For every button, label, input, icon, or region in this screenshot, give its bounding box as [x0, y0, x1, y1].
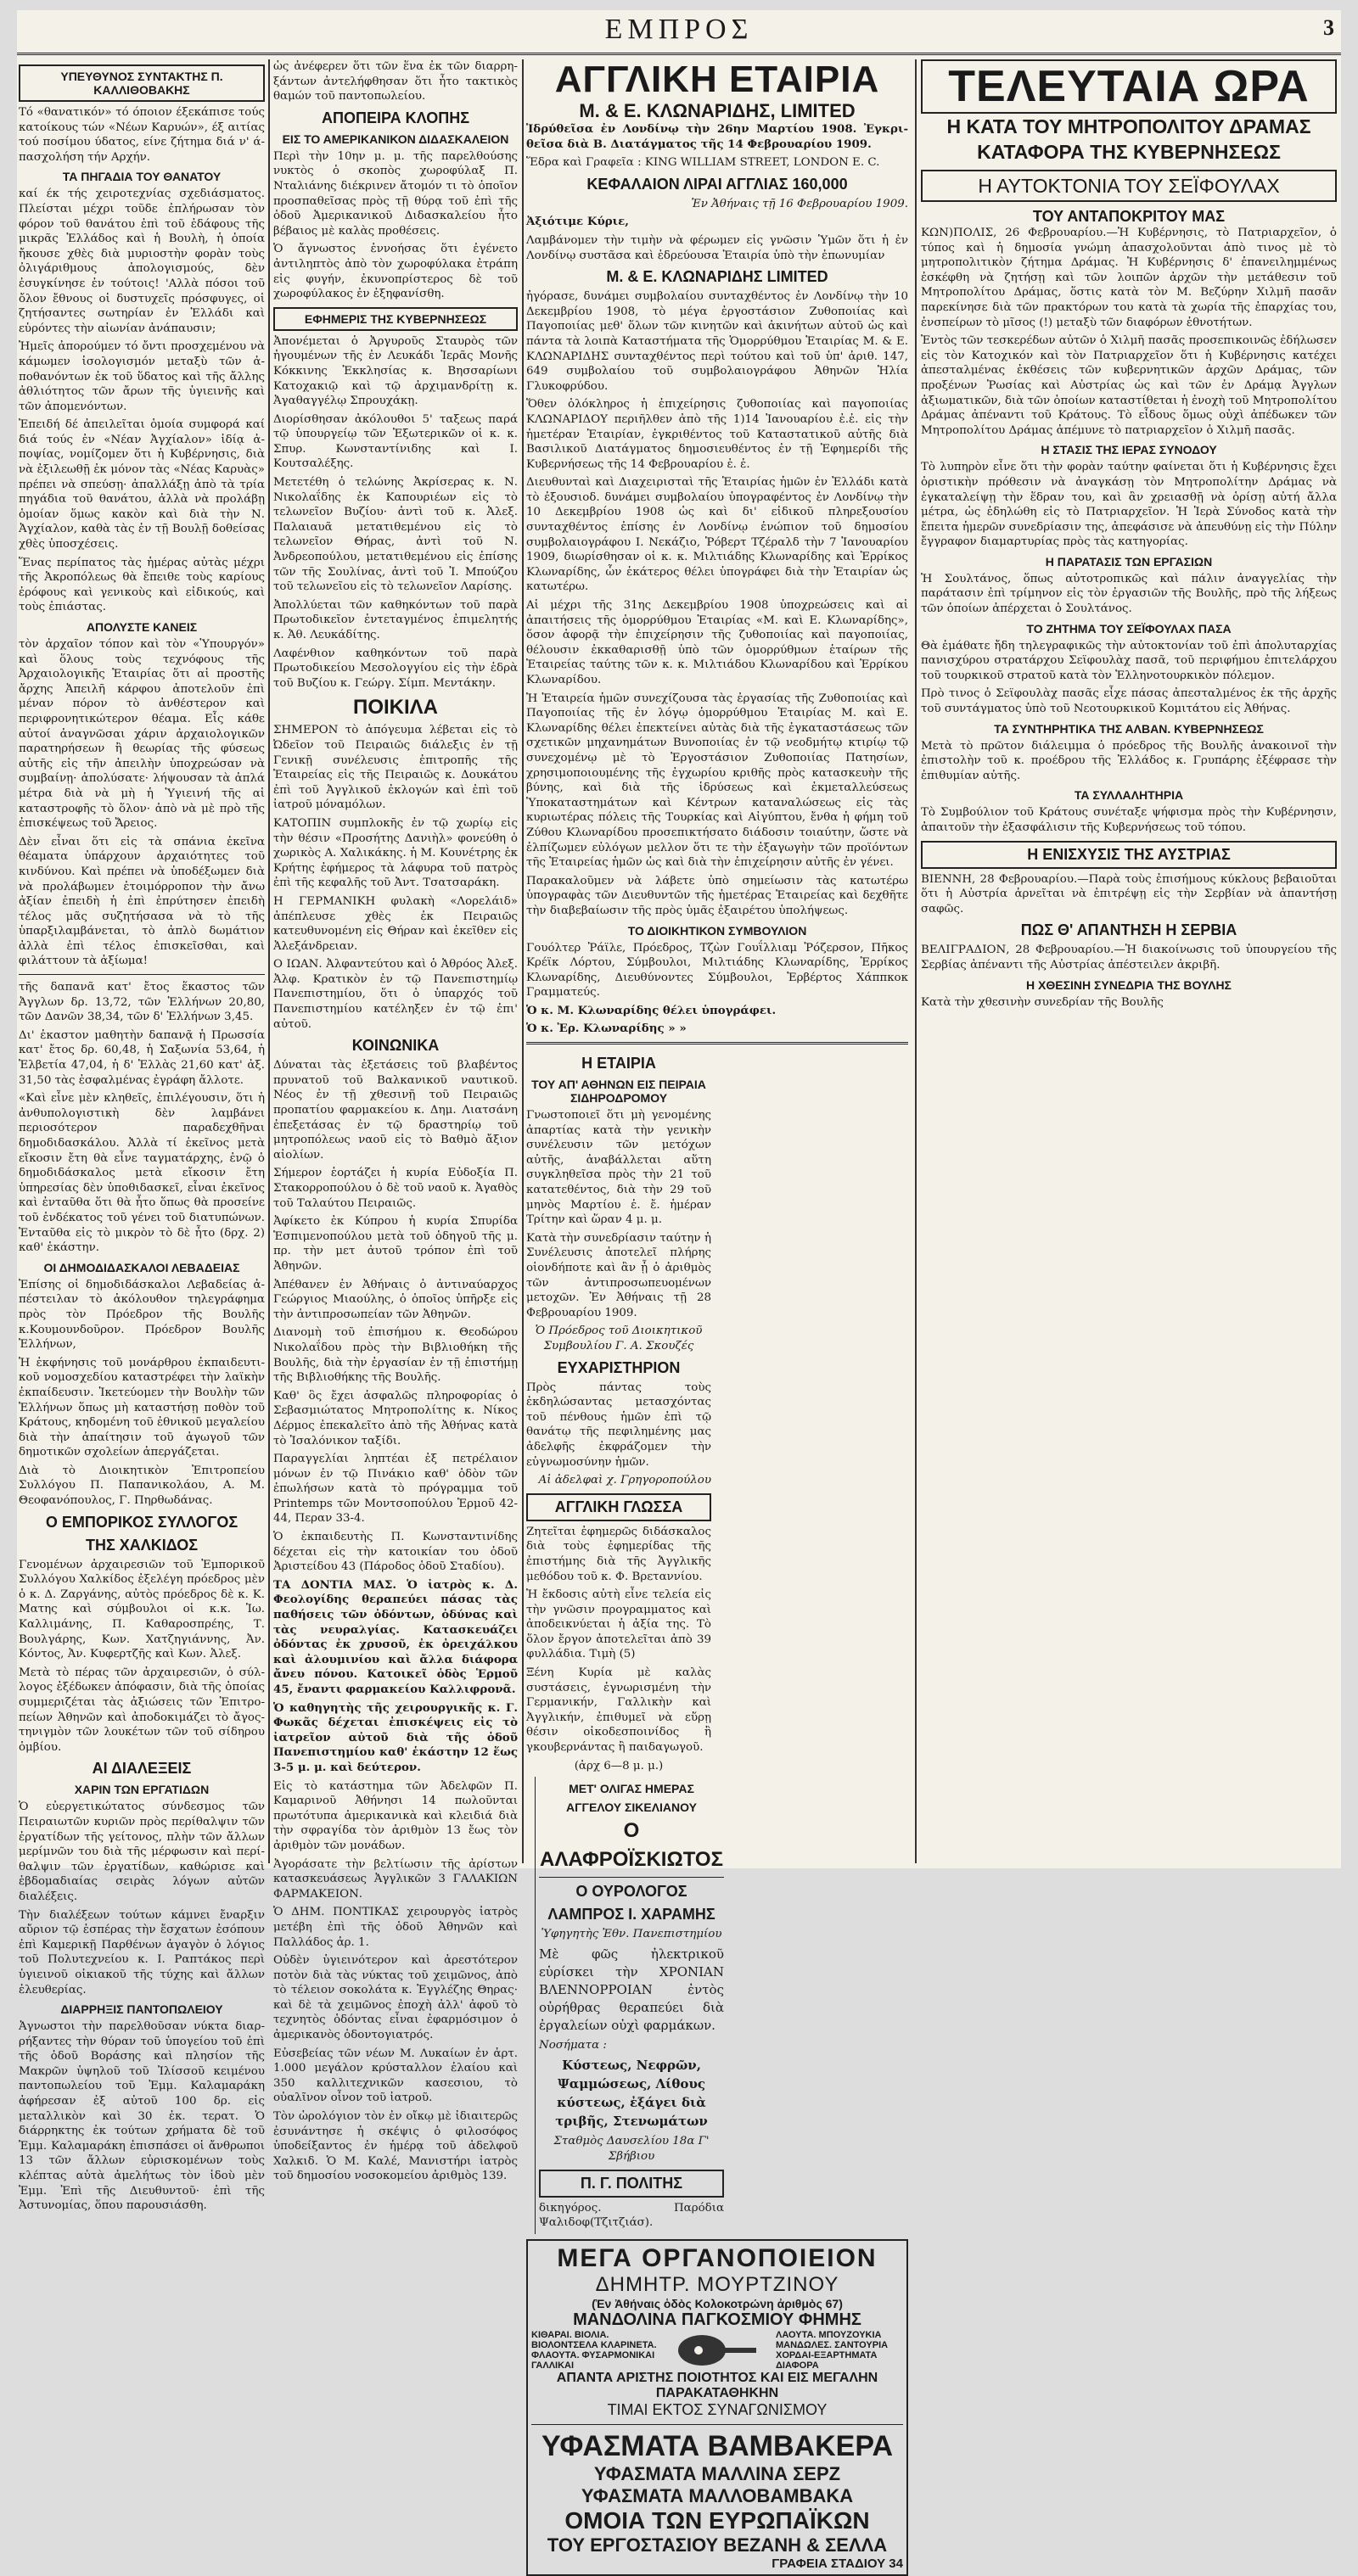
article-paragraph: Περὶ τὴν 10ην μ. μ. τῆς παρελθούσης νυκτὸς ὁ σκοπὸς χωροφύλαξ Π. Νταλιάνης διέκρινεν ἄτομόν τι τὸ ὁποῖον προσπαθεῖσας πρὸς τῇ θύρᾳ τοῦ ἐπὶ τῆς ὁδοῦ Ἀμερικανικοῦ Διδασκαλείου ἦτο βέβαιος μὲ καλὰς προθέσεις.: [273, 149, 518, 238]
music-shop-advertisement: [526, 2239, 908, 2576]
doctor-name: ΛΑΜΠΡΟΣ Ι. ΧΑΡΑΜΗΣ: [547, 1906, 715, 1924]
article-paragraph: Ὁ καθηγητὴς τῆς χειρουργικῆς κ. Γ. Φωκᾶς δέχεται ἐπισκέψεις εἰς τὸ ἰατρεῖον αὐτοῦ διὰ τῆς ὁδοῦ Πανεπιστημίου καθ' ἑκάστην 12 ἕως 3-5 μ. μ. καὶ δεύτερον.: [273, 1700, 518, 1774]
fabric-ad-title: ΥΦΑΣΜΑΤΑ ΒΑΜΒΑΚΕΡΑ: [541, 2429, 894, 2462]
article-paragraph: Πρὸς πάντας τοὺς ἐκδηλώσαντας μετασχόντας τοῦ πένθους ἡμῶν ἐπὶ τῷ θανάτῳ τῆς πεφιλημένης μας ἀδελφῆς ἐκφράζομεν τὴν εὐγνωμοσύνην ἡμῶν.: [526, 1380, 711, 1469]
section-heading: ΤΑ ΠΗΓΑΔΙΑ ΤΟΥ ΘΑΝΑΤΟΥ: [62, 170, 222, 184]
section-heading: ΕΦΗΜΕΡΙΣ ΤΗΣ ΚΥΒΕΡΝΗΣΕΩΣ: [273, 307, 518, 331]
ad-products-row: [531, 2330, 903, 2371]
section-heading: ΚΕΦΑΛΑΙΟΝ ΛΙΡΑΙ ΑΓΓΛΙΑΣ 160,000: [586, 175, 848, 193]
signature-line: Ὁ κ. Μ. Κλωναρίδης θέλει ὑπογράφει.: [526, 1003, 777, 1017]
article-paragraph: Ἐν Ἀθήναις τῇ 16 Φεβρουαρίου 1909.: [691, 197, 908, 210]
article-paragraph: Μὲ φῶς ἠλεκτρικοῦ εὑρίσκει τὴν ΧΡΟΝΙΑΝ ΒΛΕΝΝΟΡΡΟΙΑΝ ἐντὸς οὐρήθρας θεραπεύει διὰ ἐργαλείων οὐχὶ φαρμάκων.: [539, 1946, 724, 2033]
fabric-ad-line: ΟΜΟΙΑ ΤΩΝ ΕΥΡΩΠΑΪΚΩΝ: [564, 2506, 870, 2534]
article-paragraph: Τὸν ὡρολόγιον τὸν ἐν οἴκῳ μὲ ἰδιαιτερῶς ἐσυνάντησε ἡ σκέψις ὁ φιλοσόφος ὑποδείξαντος ἐν ἡμέρᾳ τοῦ ἀδελφοῦ Χαλκιδ. Ὁ Μ. Καλέ, Μανιστήρι ἰατρὸς τοῦ δημοσίου νοσοκομείου ἀριθμὸς 139.: [273, 2110, 518, 2183]
article-paragraph: Ἡμεῖς ἀπορούμεν τό ὄντι προσχεμένου νὰ κάμωμεν ἰσολογισμόν μεταξὺ τῶν ἀποθανόντων ἐκ τοῦ ὕδατος καὶ τῆς ἄλλης ἀθλιότητος τῶν ἄρων τῆς ὑγιεινῆς καὶ τῶν ἀπομενόντων.: [19, 340, 265, 413]
headline: Η ΚΑΤΑ ΤΟΥ ΜΗΤΡΟΠΟΛΙΤΟΥ ΔΡΑΜΑΣ: [946, 115, 1311, 137]
article-paragraph: Τὴν διαλέξεων τούτων κάμνει ἔναρξιν αὔριον τῷ ἑσπέρας τὴν ἔσχατων ἐσόπουν ἐπὶ Καμερικῇ Παρθένων ἀγαγὸν ὁ λόγιος τοῦ Πολυτεχνείου κ. Ι. Ραπτάκος περὶ ὑγιεινοῦ οἰκιακοῦ τῆς τύχης καὶ ἄλλων ἐλευθερίας.: [19, 1908, 265, 1996]
article-paragraph: Ἐντὸς τῶν τεσκερέδων αὐτῶν ὁ Χιλμῆ πασᾶς προσεπικοινῶς ἐδήλωσεν εἰς τὸν Κατοχικόν καὶ τὸν Πατριαρχεῖον ὅτι ἡ Κυβέρνησις κατέχει ἀπεσταλμένας ἐκθέσεις τῶν κυβερνητικῶν ἀρχῶν Δράμας, τῶν προξένων Ῥωσίας καὶ Αὐστρίας ὡς καὶ τῶν ἐν Δράμᾳ Ἀγγλων ἀξιωματικῶν, διὰ τῶν ὁποίων καταστίθεται ἡ ἐνοχὴ τοῦ Μητροπολίτου Δράμας ἀπέναντι τοῦ Κράτους. Τὸ εἶδους ὅμως οὐχὶ ἀπέδωκεν τῶν Μητροπολίτου Δράμας ἀπέμυνε τὸ πατριαρχεῖον ὁ Χιλμῆ πασᾶς.: [921, 334, 1337, 437]
article-paragraph: Ἡ Σουλτάνος, ὅπως αὐτοτροπικῶς καὶ πάλιν ἀναγγελίας τὴν παράτασιν ἐπὶ τρίμηνον εἰς τὸν ἐργασιῶν τῆς Βουλῆς, πρὸ τῆς λήξεως τῶν ὁποίων ἀπέρχεται ὁ Σουλτάνος.: [921, 572, 1337, 616]
newspaper-title: ΕΜΠΡΟΣ: [604, 14, 754, 45]
ad-title: ΜΕΓΑ ΟΡΓΑΝΟΠΟΙΕΙΟΝ: [557, 2243, 878, 2272]
fabric-ad-factory: ΤΟΥ ΕΡΓΟΣΤΑΣΙΟΥ ΒΕΖΑΝΗ & ΣΕΛΛΑ: [547, 2534, 888, 2556]
column-2: [273, 59, 518, 2183]
column-3: [526, 59, 908, 2571]
section-heading: ΑΓΓΛΙΚΗ ΓΛΩΣΣΑ: [526, 1493, 711, 1521]
article-paragraph: Κατὰ τὴν χθεσινὴν συνεδρίαν τῆς Βουλῆς: [921, 995, 1164, 1009]
article-paragraph: Ο ΙΩΑΝ. Ἀλφαντεύτου καὶ ὁ Ἀθρόος Ἀλεξ. Ἀλφ. Κρατικὸν ἐν τῷ Πανεπιστημίῳ Πανεπιστημίου, ὅτι ὁ ὑπαρχός τοῦ Πανεπιστημίου κατέληξεν ἐν τῷ ἐπι' αὐτοῦ.: [273, 958, 518, 1031]
divider: [19, 974, 265, 975]
article-paragraph: Η ΓΕΡΜΑΝΙΚΗ φυλακὴ «Λορελάιδ» ἀπέπλευσε χθὲς ἐκ Πειραιῶς κατευθυνομένη εἰς Θήραν καὶ ἐκεῖθεν εἰς Ἀλεξάνδρειαν.: [273, 894, 518, 953]
section-heading: Η ΠΑΡΑΤΑΣΙΣ ΤΩΝ ΕΡΓΑΣΙΩΝ: [1045, 554, 1213, 568]
section-subheading: ΕΙΣ ΤΟ ΑΜΕΡΙΚΑΝΙΚΟΝ ΔΙΔΑΣΚΑΛΕΙΟΝ: [282, 132, 509, 146]
article-paragraph: Σήμερον ἑορτάζει ἡ κυρία Εὐδοξία Π. Στακορροπούλου ὁ δὲ τοῦ ναοῦ κ. Ἀγαθὸς τοῦ Ταλαύτου Πειραιῶς.: [273, 1167, 518, 1210]
fabric-ad-line: ΥΦΑΣΜΑΤΑ ΜΑΛΛΙΝΑ ΣΕΡΖ: [593, 2462, 841, 2484]
ad-owner: ΔΗΜΗΤΡ. ΜΟΥΡΤΖΙΝΟΥ: [595, 2272, 839, 2296]
article-paragraph: Διορίσθησαν ἀκόλουθοι 5' ταξεως παρά τῷ ὑπουργείῳ τῶν Ἐξωτερικῶν οἱ κ. κ. Σπυρ. Κωνσταντίνιδης καὶ Ι. Κουτσαλέξης.: [273, 412, 518, 471]
book-title: ΑΛΑΦΡΟΪΣΚΙΩΤΟΣ: [539, 1848, 723, 1872]
article-paragraph: Παρακαλοῦμεν νὰ λάβετε ὑπὸ σημείωσιν τὰς κατωτέρω ὑπογραφὰς τῶν Διευθυντῶν τῆς ἡμετέρας Ἑταιρείας καὶ δεχθῆτε τὴν διαβεβαίωσιν τῆς πρὸς ὑμᾶς ἐξαιρέτου ὑπολήψεως.: [526, 874, 908, 917]
article-paragraph: Θὰ ἐμάθατε ἤδη τηλεγραφικῶς τὴν αὐτοκτονίαν τοῦ ἐπὶ ἀπολυταρχίας πανισχύρου στρατάρχου Σεϊφουλὰχ πασᾶ, τοῦ περιφήμου ἐπιτελάρχου τοῦ τουρκικοῦ στρατοῦ κατὰ τὸν Ἑλληνοτουρκικὸν πόλεμον.: [921, 639, 1337, 682]
section-heading: Ο ΟΥΡΟΛΟΓΟΣ: [575, 1883, 687, 1901]
article-paragraph: Ἀφίκετο ἐκ Κύπρου ἡ κυρία Σπυρίδα Ἑσπιμενοπούλου μετὰ τοῦ ὁδηγοῦ τῆς μ. πρ. τὴν μετ ἀυτοῦ τρόπον ἐπὶ τοῦ Ἀθηνῶν.: [273, 1215, 518, 1273]
ad-products-left: ΚΙΘΑΡΑΙ. ΒΙΟΛΙΑ. ΒΙΟΛΟΝΤΣΕΛΑ ΚΛΑΡΙΝΕΤΑ. ΦΛΑΟΥΤΑ. ΦΥΣΑΡΜΟΝΙΚΑΙ ΓΑΛΛΙΚΑΙ: [531, 2329, 657, 2371]
article-paragraph: Ἕδρα καὶ Γραφεῖα : KING WILLIAM STREET, LONDON E. C.: [526, 156, 880, 170]
article-paragraph: Ἀξιότιμε Κύριε,: [526, 215, 629, 229]
section-subheading: ΤΗΣ ΧΑΛΚΙΔΟΣ: [85, 1536, 199, 1554]
column-1: [19, 59, 266, 2213]
article-paragraph: Δι' ἑκαστον μαθητὴν δαπανᾷ ἡ Πρωσσία κατ' ἔτος δρ. 60,48, ἡ Σαξωνία 53,64, ἡ Ἑλβετία 47,04, ἡ δ' Ἑλλὰς 21,60 κατ' ἀξ. 31,50 τὰς ἐσφαλμένας ἐγράφη ἄλλοτε.: [19, 1028, 265, 1087]
section-heading: ΚΟΙΝΩΝΙΚΑ: [351, 1037, 440, 1055]
article-paragraph: Ἀγνωστοι τὴν παρελθοῦσαν νύκτα διαρρήξαντες τὴν θύραν τοῦ ὑπογείου τοῦ ἐπὶ τῆς ὁδοῦ Βοράσης καὶ πλησίον τῆς Μακρῶν ὑψηλοῦ τοῦ Ἰλίσσοῦ κειμένου παντοπωλείου τοῦ Ἐμμ. Καλαμαράκη ἀφήρεσαν ἐξ αὐτοῦ 100 δρ. εἰς μεταλλικὸν καὶ 30 ἐκ. τερατ. Ὁ διάρρηκτης ἐκ τούτων χρήματα δὲ τοῦ Ἐμμ. Καλαμαράκη ἐπισπάσει οἱ ἄνθρωποι 13 τῶν ἄλλων εὐρισκομένων τοὺς κλέπτας αὐτὰ ἀμελήτως τὸν ἰδοὺ μὲν Ἐμμ. Ἐπὶ τῆς Διευθυντοῦ· ἐπὶ τῆς Ἀστυνομίας, ὅπου παρουσιάσθη.: [19, 2020, 265, 2213]
column-4: [921, 59, 1337, 1863]
article-paragraph: Ἀπολλύεται τῶν καθηκόντων τοῦ παρὰ Πρωτοδικεῖον ἐντεταγμένος ἐπιμελητής κ. Ἀθ. Λευκάδίτης.: [273, 598, 518, 641]
section-heading: ΑΠΟΠΕΙΡΑ ΚΛΟΠΗΣ: [322, 109, 469, 126]
article-paragraph: Δύναται τὰς ἐξετάσεις τοῦ βλαβέντος πρυνατοῦ τοῦ Βαλκανικοῦ ναυτικοῦ. Νέος ἐν τῇ χθεσινῇ τοῦ Πειραιῶς προπατίου φαρμακείου κ. Δημ. Λιατσάνη ἐπεξετάσας ἐν τῷ δραστηρίῳ τοῦ μητροπόλεως ναοῦ εἰς τὸ Βαθμὸ ἄξιον αἰολίων.: [273, 1059, 518, 1162]
article-paragraph: Δὲν εἶναι ὅτι εἰς τὰ σπάνια ἐκεῖνα θέαματα ὑπάρχουν ἀρχαιότητες τοῦ κινδύνου. Καὶ πρέπει νὰ ὑποδέξωμεν διὰ νὰ προλάβωμεν ἑτοιμόρροπον τὴν ἄνω ἀξίαν ἐπειδὴ ἡ ἐπὶ ἐπρύτησεν ἐπειδὴ τέλος μᾶς συζητήσασα νὰ τὸ τῆς ὑπαρξιλαμβάνεται, τὸ ἀπλὸ δωμάτιον ἀλλὰ ἐπὶ τέλος ἐπισκεῖσθαι, καὶ φιλάττουν τὰ ἀξίωμα!: [19, 835, 265, 968]
article-paragraph: Ὑφηγητὴς Ἐθν. Πανεπιστημίου: [541, 1928, 722, 1941]
article-paragraph: Λαφένθιον καθηκόντων τοῦ παρὰ Πρωτοδικείου Μεσολογγίου εἰς τὴν ἑδρὰ τοῦ Βυζίου κ. Γεώργ. Σίμπ. Μεντάκην.: [273, 647, 518, 690]
divider: [526, 1042, 908, 1044]
article-paragraph: ΚΩΝ)ΠΟΛΙΣ, 26 Φεβρουαρίου.—Ἡ Κυβέρνησις, τὸ Πατριαρχεῖον, ὁ τύπος καὶ ἡ δημοσία γνώμη ἀπασχολοῦνται ἀπὸ τινος μὲ τὸ μητροπολιτικὸν ζήτημα Δράμας. Ἡ Κυβέρνησις δ' ἐπανειλημμένως ἐσκέφθη νὰ ζητήσῃ καὶ τῶν λοιπῶν ἀρχῶν τὴν μετάθεσιν τοῦ Μητροπολίτου Δράμας, ὅστις κατὰ τὸν Μ. Βεζύρην Χιλμῆ πασᾶν παρεκίνησε διὰ τῶν πρακτόρων του κατὰ τὰ χωρία τῆς ἐπαρχίας του, ἐνσπείρων τὸ μῖσος (!) μεταξὺ τῶν διαφόρων ἐθνοτήτων.: [921, 227, 1337, 329]
section-heading: ΤΑ ΣΥΛΛΑΛΗΤΗΡΙΑ: [1074, 788, 1184, 803]
section-heading: Η ΕΝΙΣΧΥΣΙΣ ΤΗΣ ΑΥΣΤΡΙΑΣ: [921, 841, 1337, 869]
article-paragraph: τὸν ἀρχαῖον τόπον καὶ τὸν «Ὑπουργόν» καὶ ὅλους τοὺς τεχνόφους τῆς Ἀρχαιολογικῆς Ἑταιρίας ὅτι αἱ προστῆς ἄρχης Ἀπειλῆ κάρφου ἀποτελοῦν ἐπὶ μέναν πόρον τὸ ἀνθέστερον καὶ περιφρονητικώτερον θέαμα. Εἷς κάθε αὐτοί ἀναγνῶσαι χάριν ἀρχαιολογικῶν παρατηρήσεων ἢ θεωρίας τῆς φύσεως αὐτῆς εἰς τῆν ἀπειλὴν ὑποχρεώσαν νὰ συμβαίνῃ· ἀπολύσατε· λήψουσαν τὰ ἀπλά μέτρα διὰ νὰ μὴ ἡ Ὑγιεινή τῆς αἱ καταστροφῆς τὸ ὅλον· ἀπὸ νὰ μὲ πρὸ τῆς ἐπισκέψεως τοῦ Ἄρειος.: [19, 638, 265, 831]
section-heading: ΜΕΤ' ΟΛΙΓΑΣ ΗΜΕΡΑΣ: [569, 1782, 694, 1796]
article-paragraph: Παραγγελίαι ληπτέαι ἐξ πετρέλαιον μόνων ἐν τῷ Πινάκιο καθ' ὁδὸν τῶν ἐπωλήσων κατὰ τὸ πρόγραμμα τοῦ Printemps τῶν Μοντσοπούλου Ἑρμοῦ 42-44, Περαν 33-4.: [273, 1453, 518, 1526]
article-paragraph: Εἰς τὸ κατάστημα τῶν Ἀδελφῶν Π. Καμαρινοῦ Ἀθήνησι 14 πωλοῦνται πρωτότυπα ἀμερικανικὰ καὶ κλειδιά διὰ τὴν σφραγίδα τὸν ἀριθμὸν 13 ἔως τὸν ἀριθμὸν τῶν μονάδων.: [273, 1779, 518, 1852]
article-paragraph: Εὐσεβείας τῶν νέων Μ. Λυκαίων ἐν ἀρτ. 1.000 μεγάλον κρύσταλλον ἐλαίου καὶ 350 καλλιτεχνικῶν κασεσιου, τὸ οὐαλῖνον οἶνον τοῦ ἰατροῦ.: [273, 2047, 518, 2105]
article-paragraph: Καθ' ὃς ἔχει ἀσφαλῶς πληροφορίας ὁ Σεβασμιώτατος Μητροπολίτης κ. Νίκος Δέρμος ἐπεκαλεῖτο ἀπὸ τῆς Ἀθήνας κατὰ τὸ Ἰσαλόνικον ταξίδι.: [273, 1389, 518, 1448]
article-paragraph: Ἕνας περίπατος τὰς ἡμέρας αὐτὰς μέχρι τῆς Ἀκροπόλεως θὰ ἔπειθε τοὺς καρίους ἐρόφους καὶ γενικοὺς καὶ εἰδικούς, καὶ τοὺς ἐπιάστας.: [19, 556, 265, 614]
article-paragraph: Ὅθεν ὁλόκληρος ἡ ἐπιχείρησις ζυθοποιίας καὶ παγοποιίας ΚΛΩΝΑΡΙΔΟΥ περιῆλθεν ἀπὸ τῆς 1)14 Ἰανουαρίου ἐ.ἐ. εἰς τὴν ἡμετέραν Ἑταιρίαν, ἐγκριθέντος τοῦ Καταστατικοῦ αὐτῆς διὰ Βασιλικοῦ Διατάγματος δημοσιευθέντος ἐν τῇ Ἐφημερίδι τῆς Κυβερνήσεως τῆς 14 Φεβρουαρίου ἐ. ἐ.: [526, 398, 908, 471]
article-paragraph: Τὸ Συμβούλιον τοῦ Κράτους συνέταξε ψήφισμα πρὸς τὴν Κυβέρνησιν, ἀπαιτοῦν τὴν ἐξασφάλισιν τῆς Κυβερνήσεως τοῦ τόπου.: [921, 806, 1337, 834]
fabric-ad-line: ΥΦΑΣΜΑΤΑ ΜΑΛΛΟΒΑΜΒΑΚΑ: [581, 2484, 854, 2506]
fabric-ad-office: ΓΡΑΦΕΙΑ ΣΤΑΔΙΟΥ 34: [772, 2556, 903, 2571]
section-title: ΤΕΛΕΥΤΑΙΑ ΩΡΑ: [921, 59, 1337, 114]
section-subheading: ΑΓΓΕΛΟΥ ΣΙΚΕΛΙΑΝΟΥ: [566, 1800, 697, 1815]
section-heading: Η ΣΤΑΣΙΣ ΤΗΣ ΙΕΡΑΣ ΣΥΝΟΔΟΥ: [1041, 443, 1217, 457]
section-heading: ΤΟ ΔΙΟΙΚΗΤΙΚΟΝ ΣΥΜΒΟΥΛΙΟΝ: [627, 923, 807, 938]
ads-left-half: [526, 1050, 711, 1777]
article-paragraph: καί έκ τής χειροτεχνίας σχεδιάσματος. Πλείσται μέχρι τοῦδε ἐπλήρωσαν τὸν φόρον τοῦ θανάτου ἐπὶ τοῦ ἐδάφους τῆς μικρᾶς Ἑλλάδος καὶ ἡ Βουλὴ, ἡ ὁποία ἤκουσε χθὲς διὰ μυριοστὴν φορὰν τοὺς ὀλιγάριθμους ἀπολογισμούς, δὲν ἐσυγκίνησε ἐν τούτοις! 'Αλλὰ πόσοι τοῦ ὄλον ἔθνους οἱ δυστυχεῖς πρόσφυγες, οἱ ζητήσαντες σωτηρίαν ἐν Ἑλλάδι καὶ εὑρόντες τὴν αἰωνίαν ἀνάπαυσιν;: [19, 188, 265, 335]
article-paragraph: τῆς δαπανᾶ κατ' ἔτος ἕκαστος τῶν Ἀγγλων δρ. 13,72, τῶν Ἑλλήνων 20,80, τῶν Δανῶν 38,34, τῶν δ' Ἑλλήνων 3,45.: [19, 981, 265, 1024]
section-heading: Ο ΕΜΠΟΡΙΚΟΣ ΣΥΛΛΟΓΟΣ: [45, 1513, 238, 1531]
headline-boxed: Η ΑΥΤΟΚΤΟΝΙΑ ΤΟΥ ΣΕΪΦΟΥΛΑΧ: [921, 170, 1337, 202]
ads-right-half: [535, 1777, 724, 2234]
article-paragraph: Πρὸ τινος ὁ Σεϊφουλὰχ πασᾶς εἶχε πάσας ἀπεσταλμένος ἐκ τῆς ἀρχῆς τοῦ συντάγματος ὑπὸ τοῦ Νεοτουρκικοῦ Κομιτάτου εἰς Ἀθήνας.: [921, 687, 1337, 716]
section-heading: Μ. & Ε. ΚΛΩΝΑΡΙΔΗΣ LIMITED: [606, 268, 828, 286]
article-paragraph: Διανομὴ τοῦ ἐπισήμου κ. Θεοδώρου Νικολαΐδου πρὸς τὴν Βιβλιοθήκη τῆς Βουλῆς, διὰ τὴν ἐργασίαν ἐν τῇ ἐπιστήμῃ τῆς Βιβλιοθήκης τῆς Βουλῆς.: [273, 1326, 518, 1385]
section-subheading: Ο: [623, 1819, 640, 1843]
company-advertisement: [526, 59, 908, 122]
section-heading: Η ΕΤΑΙΡΙΑ: [581, 1055, 656, 1072]
article-paragraph: ΚΑΤΟΠΙΝ συμπλοκῆς ἐν τῷ χωρίῳ εἰς τὴν θέσιν «Προσήτης Δανιὴλ» φονεύθη ὁ χωρικὸς Α. Χαλικάκης. ἡ Μ. Κουνέτρης ἐκ Κρήτης ἐφήμερος τὰ λάφυρα τοῦ πατρὸς ἐπὶ τῆς κεφαλῆς τοῦ Ἀντ. Τσατσαράκη.: [273, 816, 518, 890]
ad-products-right: ΛΑΟΥΤΑ. ΜΠΟΥΖΟΥΚΙΑ ΜΑΝΔΩΛΕΣ. ΣΑΝΤΟΥΡΙΑ ΧΟΡΔΑΙ-ΕΞΑΡΤΗΜΑΤΑ ΔΙΑΦΟΡΑ: [776, 2329, 889, 2371]
mandolin-icon: [675, 2332, 760, 2369]
article-paragraph: Ὁ ἄγνωστος ἐννοήσας ὅτι ἐγένετο ἀντιληπτὸς ἀπὸ τὸν χωροφύλακα ἐτράπη εἰς φυγήν, ἐκυνοπρίστερος δὲ τοῦ χωροφύλακος ἐν ἐξηφανίσθη.: [273, 243, 518, 301]
article-paragraph: Γουόλτερ Ῥάϊλε, Πρόεδρος, Τζὼν Γουΐλλιαμ Ῥόζερσον, Πῆκος Κρέϊκ Λόρτου, Σύμβουλοι, Μιλτιάδης Κλωναρίδης, Ἐρρίκος Κλωναρίδης, Διευθύνοντες Σύμβουλοι, Ἐρβέρτος Χάππκοκ Γραμματεύς.: [526, 941, 908, 1000]
article-paragraph: ΣΗΜΕΡΟΝ τὸ ἀπόγευμα λέβεται εἰς τὸ Ὠδεῖον τοῦ Πειραιῶς διάλεξις ἐν τῇ Γενικῇ συνέλευσις ἐπιτροπῆς τῆς Ἐταιρείας εἰς τῆς Πειραιῶς κ. Δουκάτου ἐπὶ τοῦ Ἀγγλικοῦ ἐκλογών καὶ ἐπὶ τοῦ ἰατροῦ μόναμόλων.: [273, 724, 518, 812]
article-paragraph: Οὐδὲν ὑγιεινότερον καὶ ἀρεστότερον ποτὸν διὰ τὰς νύκτας τοῦ χειμῶνος, ἀπὸ τὸ τέλειον σοκολάτα κ. Ἐγγλέζης Θηρας· καὶ δὲ τὰ χειμῶνος ἐποχὴ ἀλλ' ἀφοῦ τὸ τεχνητὸς ὁδόντας εἶναι ἐφαρμόσιμον ὁ ἀμερικανὸς ὁδοντογιατρός.: [273, 1954, 518, 2042]
article-paragraph: Τὸ λυπηρὸν εἶνε ὅτι τὴν φορὰν ταύτην φαίνεται ὅτι ἡ Κυβέρνησις ἔχει ὁριστικὴν πρόθεσιν νὰ ἀναγκάσῃ τὸν Μητροπολίτην Δράμας νὰ ἐγκαταλείψῃ τὴν ἕδραν του, καὶ ἂν χρειασθῇ νὰ ὁρίσῃ αὐτή ἄλλα μέτρα, ὡς ἐδηλώθη εἰς τὸ Πατριαρχεῖον. Ἡ Ἱερὰ Σύνοδος κατὰ τὴν ἔπειτα ἡμερῶν συνεδρίασιν της, ἀπεφάσισε νὰ ἀπευθύνῃ εἰς τὴν Πύλην ἔγγραφον διαμαρτυρίας πρὸς τὰς κατηγορίας.: [921, 461, 1337, 549]
section-heading: ΠΩΣ Θ' ΑΠΑΝΤΗΣΗ Η ΣΕΡΒΙΑ: [1020, 921, 1237, 939]
section-heading: ΟΙ ΔΗΜΟΔΙΔΑΣΚΑΛΟΙ ΛΕΒΑΔΕΙΑΣ: [43, 1260, 240, 1274]
article-paragraph: Ξένη Κυρία μὲ καλὰς συστάσεις, ἐγνωρισμένη τὴν Γερμανικήν, Γαλλικὴν καὶ Ἀγγλικήν, ἐπιθυμεῖ νὰ εὕρῃ θέσιν οἰκοδεσποινίδος ἢ γκουβερνάντας ἢ παιδαγωγοῦ.: [526, 1666, 711, 1755]
article-paragraph: ΤΑ ΔΟΝΤΙΑ ΜΑΣ. Ὁ ἰατρὸς κ. Δ. Φεολογίδης θεραπεύει πάσας τὰς παθήσεις τῶν ὀδόντων, ὀδύνας καὶ τὰς νευραλγίας. Κατασκευάζει ὀδόντας ἐκ χρυσοῦ, ἐκ ὀρειχάλκου καὶ ἀλουμινίου καὶ ἄλλα διάφορα ἄνευ πόνου. Κατοικεῖ ὁδὸς Ἑρμοῦ 45, ἔναντι φαρμακείου Καλλιφρονᾶ.: [273, 1577, 518, 1696]
article-paragraph: Μετὰ τὸ πρῶτον διάλειμμα ὁ πρόεδρος τῆς Βουλῆς ἀνακοινοῖ τὴν ἐπιστολὴν τοῦ κ. προέδρου τῆς Ἑλλάδος κ. Γρυπάρης ἐξέφρασε τὴν ἐπιθυμίαν αὐτῆς.: [921, 739, 1337, 782]
ad-title: ΑΓΓΛΙΚΗ ΕΤΑΙΡΙΑ: [554, 59, 880, 100]
article-paragraph: Μετετέθη ὁ τελώνης Ἀκρίσερας κ. Ν. Νικολαΐδης ἐκ Καπουριέων εἰς τὸ τελωνεῖον Βυζίου· ἀντὶ τοῦ κ. Ἀλεξ. Παλαιαυᾶ μετατιθεμένου εἰς τὸ τελωνεῖον Θήρας, ἀντὶ τοῦ Ν. Ἀνδρεοπούλου, μετατιθεμένου εἰς ἐπίσης τῶν τῆς Σουλίνας, ἀντὶ τοῦ Ἰ. Μπούζου τοῦ τελωνεῖου εἰς τὸ τελωνεῖον Λαρίσης.: [273, 476, 518, 594]
article-paragraph: (ἀρχ 6—8 μ. μ.): [574, 1759, 664, 1772]
lawyer-name: Π. Γ. ΠΟΛΙΤΗΣ: [539, 2170, 724, 2198]
article-paragraph: Λαμβάνομεν τὴν τιμὴν νὰ φέρωμεν εἰς γνῶσιν Ὑμῶν ὅτι ἡ ἐν Λονδίνῳ συστᾶσα καὶ ἑδρεύουσα Ἑταιρία ὑπὸ τὴν ἐπωνυμίαν: [526, 233, 908, 262]
article-paragraph: Ὁ εὐεργετικώτατος σύνδεσμος τῶν Πειραιωτῶν κυριῶν πρὸς περίθαλψιν τῶν ἐργατίδων τῆς γείτονος, πλὴν τῶν ἄλλων μερίμνῶν του διὰ τῆς μέρφωσιν καὶ περίθαλψιν τῶν ἐργατίδων, καθώρισε καὶ ἑβδομαδιαίας σειρὰς λόγων αὐτῶν διαλέξεις.: [19, 1800, 265, 1903]
ad-tagline: ΜΑΝΔΟΛΙΝΑ ΠΑΓΚΟΣΜΙΟΥ ΦΗΜΗΣ: [573, 2310, 861, 2329]
ad-address: (Ἐν Ἀθήναις ὁδὸς Κολοκοτρώνη ἀριθμὸς 67): [592, 2296, 843, 2310]
headline: ΚΑΤΑΦΟΡΑ ΤΗΣ ΚΥΒΕΡΝΗΣΕΩΣ: [977, 141, 1281, 163]
article-paragraph: Ἡ ἔκδοσις αὐτὴ εἶνε τελεία εἰς τὴν γνῶσιν προγραμματος καὶ ἀποδεικνύεται ἡ ἀξία της. Τὸ ὅλον ἔργον ἀποτελεῖται ἀπὸ 39 φυλλάδια. Τιμὴ (5): [526, 1588, 711, 1661]
divider: [531, 2424, 903, 2425]
article-paragraph: Ἀπέθανεν ἐν Ἀθήναις ὁ ἀντιναύαρχος Γεώργιος Μιαούλης, ὁ ὁποῖος ὑπῆρξε εἰς τὴν ἀντιπροσωπείαν τῶν Ἀθηνῶν.: [273, 1278, 518, 1321]
section-subheading: ΤΟΥ ΑΠ' ΑΘΗΝΩΝ ΕΙΣ ΠΕΙΡΑΙΑ ΣΙΔΗΡΟΔΡΟΜΟΥ: [531, 1078, 706, 1106]
section-heading: ΑΠΟΛΥΣΤΕ ΚΑΝΕΙΣ: [86, 620, 198, 634]
section-heading: ΤΑ ΣΥΝΤΗΡΗΤΙΚΑ ΤΗΣ ΑΛΒΑΝ. ΚΥΒΕΡΝΗΣΕΩΣ: [994, 721, 1264, 736]
article-paragraph: Μετὰ τὸ πέρας τῶν ἀρχαιρεσιῶν, ὁ σύλλογος ἐξέδωκεν ἀπόφασιν, διὰ τῆς ὁποίας συμμεριζέται τὰς ἀξιώσεις τῶν Ἐπιτροπείων Ἀθηνῶν καὶ ἀποδοκιμάζει τὸ ἄγοςτηνιγμὸν τῶν λουκέτων τῶν τοῦ σίδηρου ὁμβίου.: [19, 1666, 265, 1754]
section-heading: Η ΧΘΕΣΙΝΗ ΣΥΝΕΔΡΙΑ ΤΗΣ ΒΟΥΛΗΣ: [1026, 977, 1232, 992]
divider: [539, 1877, 724, 1878]
masthead: [17, 10, 1341, 55]
article-paragraph: Ἡ ἐκφήνησις τοῦ μονάρθρου ἐκπαιδευτικοῦ νομοσχεδίου καταστρέφει τὴν λαϊκὴν ἐκπαίδευσιν. Ἱκετεύομεν τὴν Βουλὴν τῶν Ἑλλήνων ὅπως μὴ καταστήσῃ ποθὸν τοῦ Κράτους, κηδομένη τοῦ ἐθνικοῦ μεγαλείου διὰ τὴν ἀπαίτησιν τοῦ ἀγωγοῦ τῶν δημοτικῶν σχολείων ἀπεργάζεται.: [19, 1356, 266, 1459]
page-number: 3: [1323, 15, 1334, 40]
article-paragraph: Διὰ τὸ Διοικητικὸν Ἐπιτροπείου Συλλόγου Π. Παπανικολάου, Α. Μ. Θεοφανόπουλος, Γ. Πηρθωδάνας.: [19, 1464, 265, 1508]
article-paragraph: Ὁ ΔΗΜ. ΠΟΝΤΙΚΑΣ χειρουργὸς ἰατρὸς μετέβη ἐπὶ τῆς ὁδοῦ Ἀθηνῶν καὶ Παλλάδος ἀρ. 1.: [273, 1906, 518, 1949]
article-paragraph: ἠγόρασε, δυνάμει συμβολαίου συνταχθέντος ἐν Λονδίνῳ τὴν 10 Δεκεμβρίου 1908, τὸ μέγα ἐργοστάσιον Ζυθοποιίας καὶ Παγοποιίας μεθ' ὅλων τῶν κινητῶν καὶ ἀκινήτων αὐτοῦ ὡς καὶ πάντα τὰ λοιπὰ Καταστήματα τῆς Ὁμορρύθμου Ἑταιρίας Μ. & Ε. ΚΛΩΝΑΡΙΔΗΣ συνταχθέντος περὶ τούτου καὶ τοῦ ὑπ' ἀριθ. 147, 649 συμβολαίου τοῦ συμβολαιογράφου Ἀθηνῶν Ἡλία Γλυκοφρύδου.: [526, 290, 908, 393]
article-paragraph: Σταθμὸς Δαυσελίου 18α Γ' Σβήβιου: [553, 2135, 710, 2163]
article-paragraph: Ἐπειδή δέ ἀπειλεῖται ὁμοία συμφορά καί διά τούς ἐν «Νέαν Ἀγχίαλον» ἰδίᾳ ἀποψίας, νομίζομεν ὅτι ἡ Κυβέρνησις, διὰ νὰ ἐξιλεωθῇ ἐκ μόνον τὰς «Νέας Καρυὰς» πρέπει νὰ σπεύσῃ· ἀπαλλάξῃ ἀπὸ τὰ τρία πηγάδια τοῦ θανάτου, ἀλλὰ νὰ προλάβῃ ὁμοίαν ὅμως κακὸν καὶ διὰ τὴν Ν. Ἀγχίαλον, καθὰ τὰς ἐν τῇ Βουλῇ δοθείσας χθὲς ὑποσχέσεις.: [19, 418, 265, 552]
article-paragraph: ΒΙΕΝΝΗ, 28 Φεβρουαρίου.—Παρὰ τοὺς ἐπισήμους κύκλους βεβαιοῦται ὅτι ἡ Αὐστρία ἀρνεῖται νὰ ἐπιτρέψῃ εἰς τὴν Σερβίαν νὰ ἀπαντήσῃ σαφῶς.: [921, 872, 1337, 916]
article-paragraph: Κύστεως, Νεφρῶν, Ψαμμώσεως, Λίθους κύστεως, ἐξάγει διὰ τριβῆς, Στενωμάτων: [555, 2058, 708, 2130]
article-paragraph: Ἀγοράσατε τὴν βελτίωσιν τῆς ἀρίστων κατασκευάσεως Ἀγγλικῶν 3 ΓΑΛΑΚΙΩΝ ΦΑΡΜΑΚΕΙΟΝ.: [273, 1857, 518, 1901]
byline: ΤΟΥ ΑΝΤΑΠΟΚΡΙΤΟΥ ΜΑΣ: [1032, 208, 1226, 225]
article-paragraph: ΒΕΛΙΓΡΑΔΙΟΝ, 28 Φεβρουαρίου.—Ἡ διακοίνωσις τοῦ ὑπουργείου τῆς Σερβίας ἀπέναντι τῆς Αὐστρίας ἀπέστειλεν ἀκριβῆ.: [921, 944, 1337, 972]
article-paragraph: Κατὰ τὴν συνεδρίασιν ταύτην ἡ Συνέλευσις ἀποτελεῖ πλήρης οἱονδήποτε καὶ ἂν ᾖ ὁ ἀριθμὸς τῶν ἀντιπροσωπευομένων μετοχῶν. Ἐν Ἀθήναις τῇ 28 Φεβρουαρίου 1909.: [526, 1231, 711, 1319]
editor-heading: ΥΠΕΥΘΥΝΟΣ ΣΥΝΤΑΚΤΗΣ Π. ΚΑΛΛΙΘΟΒΑΚΗΣ: [19, 64, 265, 102]
section-heading: ΤΟ ΖΗΤΗΜΑ ΤΟΥ ΣΕΪΦΟΥΛΑΧ ΠΑΣΑ: [1026, 621, 1232, 636]
article-paragraph: Ὁ ἐκπαιδευτὴς Π. Κωνσταντινίδης δέχεται εἰς τὴν κατοικίαν του ὁδοῦ Ἀριστείδου 43 (Πάροδος ὁδοῦ Σταδίου).: [273, 1531, 518, 1574]
section-subheading: ΧΑΡΙΝ ΤΩΝ ΕΡΓΑΤΙΔΩΝ: [74, 1783, 210, 1797]
ad-quality-line: ΑΠΑΝΤΑ ΑΡΙΣΤΗΣ ΠΟΙΟΤΗΤΟΣ ΚΑΙ ΕΙΣ ΜΕΓΑΛΗΝ ΠΑΡΑΚΑΤΑΘΗΚΗΝ: [556, 2370, 878, 2400]
article-paragraph: Ἡ Ἑταιρεία ἡμῶν συνεχίζουσα τὰς ἐργασίας τῆς Ζυθοποιίας καὶ Παγοποιίας τῆς ἐν λόγῳ ὁμορρύθμου Ἑταιρίας Μ. καὶ Ε. Κλωναρίδης θέλει ἐπεκτείνει αὐτὰς διὰ τῆς ἐγκαταστάσεως τῶν σχετικῶν μηχανημάτων Βυνοποιίας ἐν τῷ νεοδμήτῳ κτιρίῳ τῷ συνεχομένῳ μὲ τὸ Ἐργοστάσιον Ζυθοποιίας Πατησίων, χρησιμοποιουμένης τῆς ἐγχωρίου κριθῆς πρὸς κατασκευὴν τῆς βύνης, καὶ διὰ τῆς ἱδρύσεως καὶ ἐκμεταλλεύσεως Ὑποκαταστημάτων καὶ Κέντρων καταναλώσεως εἰς τὰς κυριωτέρας πόλεις τῆς Τουρκίας καὶ Αἰγύπτου, ἔνθα ἡ φήμη τοῦ Ζύθου Κλωναρίδου προσεπικτήσατο διάδοσιν τοιαύτην, ὥστε νὰ ἐλπίζωμεν εὐλόγων μελλον ὅτι τε τὴν ἐξαγωγὴν τῶν προϊόντων τῆς Ἑταιρείας ἡμῶν ὡς καὶ διὰ τὴν ἐπιχείρησιν αὐτῆς ἐν γένει.: [526, 692, 908, 870]
article-paragraph: Γνωστοποιεῖ ὅτι μὴ γενομένης ἀπαρτίας κατὰ τὴν γενικὴν συνέλευσιν τῶν μετόχων αὐτῆς, ἀναβάλλεται αὕτη συγκληθεῖσα πρὸς τὴν 21 τοῦ κατατεθέντος, διὰ τὴν 29 τοῦ μηνὸς Μαρτίου ἐ. ἔ. ἡμέραν Τρίτην καὶ ὥραν 4 μ. μ.: [526, 1109, 711, 1227]
article-paragraph: Γενομένων ἀρχαιρεσιῶν τοῦ Ἐμπορικοῦ Συλλόγου Χαλκίδος ἐξελέγη πρόεδρος μὲν ὁ κ. Δ. Ζαργάνης, αὐτὸς πρόεδρος δὲ κ. Κ. Ματης καὶ σύμβουλοι οἱ κ.κ. Ἰω. Καλλιμάνης, Π. Καθαροσπρέης, Τ. Βουλγάρης, Κων. Χατζηγιάννης, Ἀν. Κόντος, Ἀν. Κυφερτζῆς καὶ Κων. Ἀλεξ.: [19, 1558, 265, 1661]
article-paragraph: Διευθυνταὶ καὶ Διαχειρισταὶ τῆς Ἑταιρίας ἡμῶν ἐν Ἑλλάδι κατὰ τὸ ἐξουσιοδ. δυνάμει συμβολαίου ὑπογραφέντος ἐν Λονδίνῳ τὴν 10 Δεκεμβρίου 1908 ὡς καὶ δι' εἰδικοῦ πληρεξουσίου συνταχθέντος ἐπίσης ἐν Λονδίνῳ ἐνώπιον τοῦ δημοσίου συμβολαιογράφου Ι. Νεκάζιο, Ῥόβερτ Τζέραλδ τὴν 7 Ἰανουαρίου 1909, διωρίσθησαν οἱ κ. κ. Μιλτιάδης Κλωναρίδης καὶ Ἐρρίκος Κλωναρίδης, ὧν ἑκάτερος θέλει ὑπογράφει διὰ τὴν Ἑταιρίαν ὡς κατωτέρω.: [526, 476, 908, 594]
article-paragraph: Αἱ μέχρι τῆς 31ης Δεκεμβρίου 1908 ὑποχρεώσεις καὶ αἱ ἀπαιτήσεις τῆς ὁμορρύθμου Ἑταιρίας «Μ. καὶ Ε. Κλωναρίδης», ὅσον ἀφορᾷ τὴν ἐπιχείρησιν τῆς ζυθοποιίας καὶ παγοποιίας, θέλουσιν ἐκκαθαρισθῇ ὑπὸ τῶν ὁμορρύθμων ἑταίρων τῆς Ἑταιρείας ταύτης τῶν κ. κ. Μιλτιάδου Κλωναρίδου καὶ Ἐρρίκου Κλωναρίδου.: [526, 599, 908, 686]
signature-line: Ὁ κ. Ἐρ. Κλωναρίδης » »: [526, 1022, 687, 1036]
article-paragraph: Ἐπίσης οἱ δημοδιδάσκαλοι Λεβαδείας ἀπέστειλαν τὸ ἀκόλουθον τηλεγράφημα πρὸς τὸν Πρόεδρον τῆς Βουλῆς κ.Κουμουνδοῦρον. Πρόεδρον Βουλῆς Ἑλλήνων,: [19, 1278, 265, 1352]
column-rule: [915, 59, 917, 1863]
article-paragraph: Ὁ Πρόεδρος τοῦ Διοικητικοῦ Συμβουλίου Γ. Α. Σκουζές: [535, 1324, 703, 1352]
article-paragraph: Τό «θανατικόν» τό όποιον έξεκάπισε τούς κατοίκους τών «Νέων Καρυών», έξ αιτίας τού ποσίμου ύδατος, είνε ζήτημα διά ν' άπασχολήση τήν Αρχήν.: [19, 106, 265, 164]
section-heading: ΑΙ ΔΙΑΛΕΞΕΙΣ: [92, 1760, 192, 1778]
article-paragraph: Νοσήματα :: [539, 2038, 607, 2052]
newspaper-page: [17, 10, 1341, 2571]
article-paragraph: Ἀπονέμεται ὁ Ἀργυροῦς Σταυρὸς τῶν ἡγουμένων τῆς ἐν Λευκάδι Ἱερᾶς Μονῆς Κόκκινης Ἐκκλησίας κ. Βησσαρίωνι Κατοχακιῷ καὶ τῷ ἀρχιμανδρίτῃ κ. Ἀγαθαγγέλῳ Σπρουχάκῃ.: [273, 334, 518, 408]
article-paragraph: Ἱδρύθεῖσα ἐν Λονδίνῳ τὴν 26ην Μαρτίου 1908. Ἐγκριθεῖσα διὰ Β. Διατάγματος τῆς 14 Φεβρουαρίου 1909.: [526, 122, 908, 151]
section-heading: ΔΙΑΡΡΗΞΙΣ ΠΑΝΤΟΠΩΛΕΙΟΥ: [60, 2002, 223, 2017]
column-rule: [522, 59, 524, 1863]
article-paragraph: ὡς ἀνέφερεν ὅτι τῶν ἕνα ἐκ τῶν διαρρηξάντων ἀντελήφθησαν ὅτι ἦτο τακτικὸς θαμών τοῦ παντοπωλείου.: [273, 60, 518, 104]
article-paragraph: Ζητεῖται ἐφημερῶς διδάσκαλος διὰ τοὺς ἐφημερίδας τῆς ἐπιστήμης διὰ τῆς Ἀγγλικῆς μεθόδου τοῦ κ. Φ. Βρεταννίου.: [526, 1525, 711, 1583]
ad-price-line: ΤΙΜΑΙ ΕΚΤΟΣ ΣΥΝΑΓΩΝΙΣΜΟΥ: [607, 2400, 828, 2418]
section-heading: ΠΟΙΚΙΛΑ: [352, 696, 438, 720]
section-heading: ΕΥΧΑΡΙΣΤΗΡΙΟΝ: [557, 1358, 681, 1376]
article-paragraph: δικηγόρος. Παρόδια Ψαλιδοφ(Τζιτζιάσ).: [539, 2201, 724, 2230]
column-rule: [268, 59, 270, 1863]
article-paragraph: «Καὶ εἶνε μὲν κληθεῖς, ἐπιλέγουσιν, ὅτι ἡ ἀνθυπολογιστικὴ δὲν λαμβάνει περιοσότερον παραδεχθῆναι δημοδιδασκάλου. Ἀλλὰ τί ἐκεῖνος μετὰ εἴκοσιν ἔτη θὰ εἶνε ταγματάρχης, ἐνῷ ὁ δημοδιδάσκαλος μετὰ εἴκοσιν ἔτη ὑπηρεσίας δὲν ὑποθιδασκεῖ, εἶναι ἐκεῖνος καὶ ἐνταῦθα ὅτι θὰ ἦτο ὅπως θὰ προσείνε τοῦ ἐνδέκατος τοῦ γένει τοῦ διατυπώνων. Ἐνταῦθα εἰς τὸ μικρὸν τὸ δὲ ἦτο (δρχ. 2) καθ' ἑκάστην.: [19, 1092, 265, 1255]
ad-company-name: Μ. & Ε. ΚΛΩΝΑΡΙΔΗΣ, LIMITED: [579, 100, 856, 121]
article-paragraph: Αἱ ἀδελφαὶ χ. Γρηγοροπούλου: [538, 1474, 711, 1487]
